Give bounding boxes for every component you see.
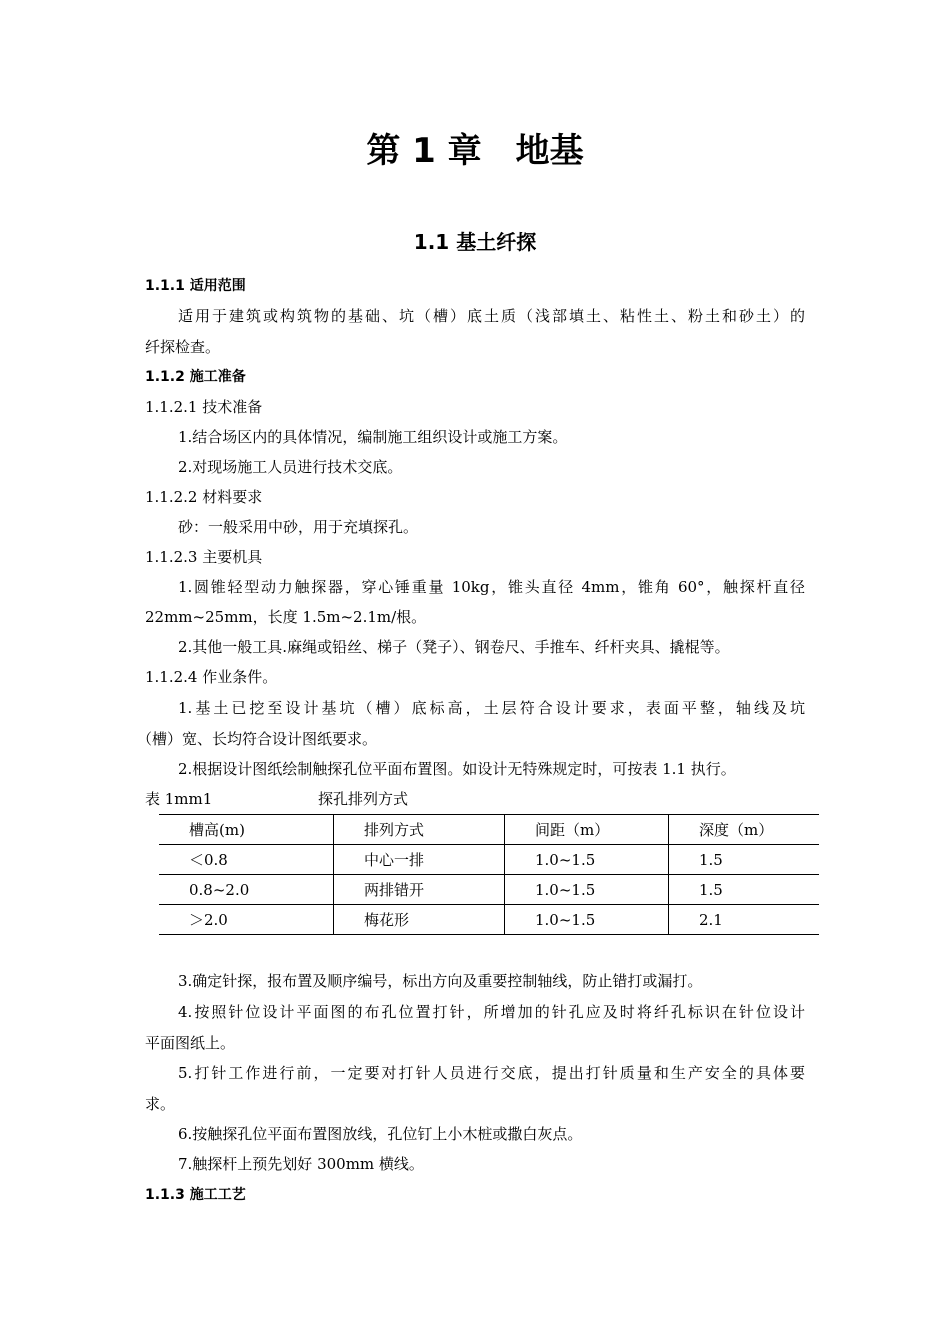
list-item: 5.打针工作进行前，一定要对打针人员进行交底，提出打针质量和生产安全的具体要 — [178, 1064, 805, 1082]
heading-1-1-3: 1.1.3 施工工艺 — [145, 1187, 246, 1203]
list-item: 2.对现场施工人员进行技术交底。 — [178, 458, 403, 476]
table-header-cell: 排列方式 — [334, 815, 505, 845]
table-caption-title: 探孔排列方式 — [318, 790, 409, 808]
table-cell: ＞2.0 — [159, 905, 334, 935]
paragraph-scope-line-1: 适用于建筑或构筑物的基础、坑（槽）底土质（浅部填土、粘性土、粉土和砂土）的 — [178, 307, 805, 325]
arrangement-table — [159, 814, 819, 935]
chapter-title: 第 1 章 地基 — [366, 131, 584, 171]
table-cell: 1.5 — [669, 845, 820, 875]
paragraph-scope-line-2: 纤探检查。 — [145, 338, 221, 356]
table-cell: 两排错开 — [334, 875, 505, 905]
table-header-cell: 间距（m） — [505, 815, 669, 845]
list-item: 砂：一般采用中砂，用于充填探孔。 — [178, 518, 419, 536]
table-caption-number: 表 1mm1 — [145, 790, 213, 808]
table-row — [159, 905, 819, 935]
heading-1-1-1: 1.1.1 适用范围 — [145, 278, 246, 294]
table-cell: 1.0~1.5 — [505, 875, 669, 905]
table-cell: ＜0.8 — [159, 845, 334, 875]
table-cell: 梅花形 — [334, 905, 505, 935]
list-item: 4.按照针位设计平面图的布孔位置打针，所增加的针孔应及时将纤孔标识在针位设计 — [178, 1003, 805, 1021]
table-header-row — [159, 815, 819, 845]
list-item: 1.结合场区内的具体情况，编制施工组织设计或施工方案。 — [178, 428, 568, 446]
table-cell: 中心一排 — [334, 845, 505, 875]
heading-1-1-2-3: 1.1.2.3 主要机具 — [145, 548, 263, 566]
table-cell: 2.1 — [669, 905, 820, 935]
table-cell: 0.8~2.0 — [159, 875, 334, 905]
list-item: 1.基土已挖至设计基坑（槽）底标高，土层符合设计要求，表面平整，轴线及坑 — [178, 699, 805, 717]
list-item: 2.根据设计图纸绘制触探孔位平面布置图。如设计无特殊规定时，可按表 1.1 执行。 — [178, 760, 736, 778]
section-title: 1.1 基土纤探 — [413, 230, 537, 254]
list-item: 7.触探杆上预先划好 300mm 横线。 — [178, 1155, 424, 1173]
table-cell: 1.5 — [669, 875, 820, 905]
list-item-continuation: 平面图纸上。 — [145, 1034, 236, 1052]
heading-1-1-2-4: 1.1.2.4 作业条件。 — [145, 668, 278, 686]
list-item-continuation: 22mm~25mm，长度 1.5m~2.1m/根。 — [145, 608, 427, 626]
list-item: 2.其他一般工具.麻绳或铅丝、梯子（凳子）、钢卷尺、手推车、纤杆夹具、撬棍等。 — [178, 638, 730, 656]
list-item-continuation: 求。 — [145, 1095, 176, 1113]
list-item: 1.圆锥轻型动力触探器，穿心锤重量 10kg，锥头直径 4mm，锥角 60°，触探杆直径 — [178, 578, 805, 596]
table-cell: 1.0~1.5 — [505, 845, 669, 875]
table-row — [159, 845, 819, 875]
list-item: 6.按触探孔位平面布置图放线，孔位钉上小木桩或撒白灰点。 — [178, 1125, 583, 1143]
list-item: 3.确定针探，报布置及顺序编号，标出方向及重要控制轴线，防止错打或漏打。 — [178, 972, 703, 990]
heading-1-1-2-2: 1.1.2.2 材料要求 — [145, 488, 263, 506]
table-header-cell: 槽高(m) — [159, 815, 334, 845]
heading-1-1-2: 1.1.2 施工准备 — [145, 369, 246, 385]
table-row — [159, 875, 819, 905]
heading-1-1-2-1: 1.1.2.1 技术准备 — [145, 398, 263, 416]
table-cell: 1.0~1.5 — [505, 905, 669, 935]
table-header-cell: 深度（m） — [669, 815, 820, 845]
list-item-continuation: （槽）宽、长均符合设计图纸要求。 — [137, 730, 378, 748]
